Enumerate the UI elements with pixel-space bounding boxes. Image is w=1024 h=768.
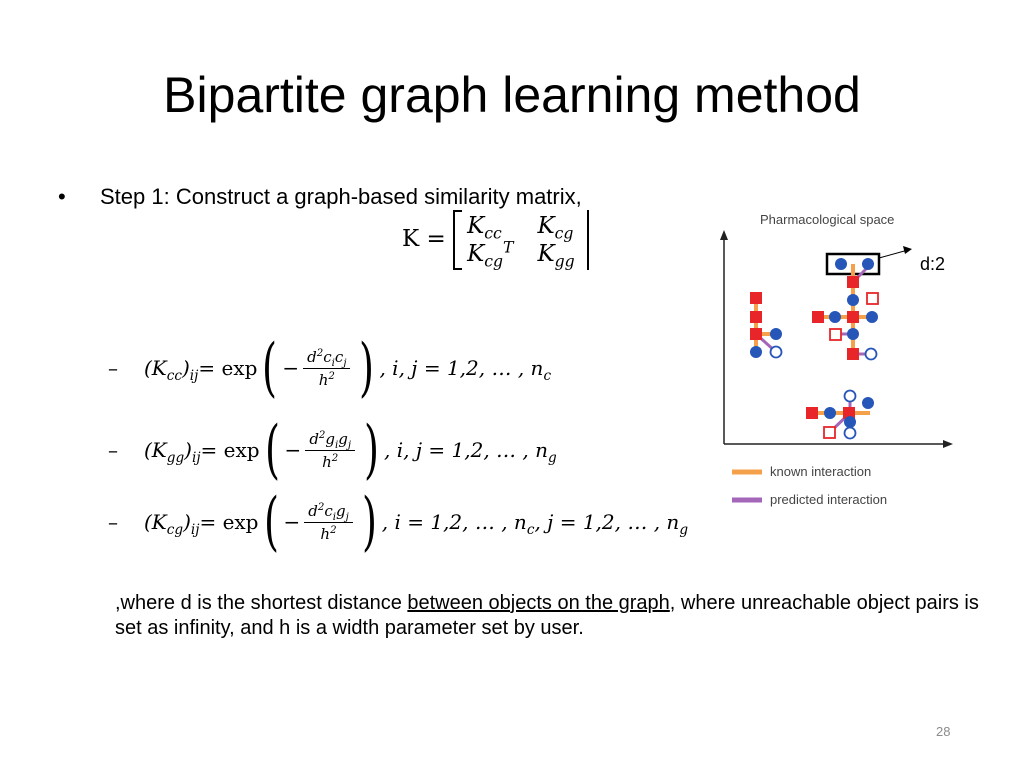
x-axis-arrow [943,440,953,448]
formula-dash: – [108,438,118,462]
paren-close: ) [359,331,375,405]
cluster-bottom [806,391,874,439]
page-number: 28 [936,724,951,739]
formula-range: , i, j = 1,2, … , $n_g$ [384,438,557,466]
legend [732,464,887,507]
matrix-body [455,212,587,271]
formula-lhs: $(K_{gg})_{ij}$ [144,438,201,466]
cluster-left [750,292,782,358]
formula-kcg [108,485,689,559]
formula-range: , i = 1,2, … , $n_c$, j = 1,2, … , $n_g$ [381,510,689,538]
formula-fraction: $\frac{d^2g_ig_j}{h^2}$ [305,430,355,471]
figure-svg [710,200,960,530]
where-note: ,where d is the shortest distance between objects on the graph, where unreachable object pairs is set as infinity, and h is a width parameter set by user. [115,592,979,639]
formula-minus: − [282,356,300,380]
formula-fraction: $\frac{d^2c_ig_j}{h^2}$ [304,502,353,543]
formula-eq: = exp [199,510,259,534]
formula-kgg [108,413,557,487]
formula-dash: – [108,356,118,380]
y-axis-arrow [720,230,728,240]
formula-eq: = exp [198,356,258,380]
d-arrow-line [879,250,908,258]
paren-open: ( [264,413,280,487]
formula-minus: − [284,438,302,462]
d-label: d:2 [920,254,946,274]
d-arrow-head [903,246,912,254]
matrix-kcg-transpose: $K_{cg}^T$ [467,237,514,271]
formula-kcc [108,331,552,405]
matrix-kgg: $K_{gg}$ [537,241,575,271]
matrix-brackets [453,210,589,270]
paren-open: ( [262,331,278,405]
step-1-bullet [58,182,582,212]
matrix-kcc: $K_{cc}$ [467,213,502,243]
step-1-text: Step 1: Construct a graph-based similarity matrix, [100,184,582,209]
paren-close: ) [361,485,377,559]
bullet-dot: • [58,184,66,209]
matrix-kcg: $K_{cg}$ [537,213,574,243]
formula-dash: – [108,510,118,534]
formula-lhs: $(K_{cg})_{ij}$ [144,510,200,538]
slide-title: Bipartite graph learning method [163,67,861,123]
paren-close: ) [364,413,380,487]
formula-range: , i, j = 1,2, … , $n_c$ [379,356,552,384]
figure-title: Pharmacological space [760,212,895,227]
legend-known-label: known interaction [770,464,872,479]
pharmacological-space-figure [710,200,960,530]
matrix-lhs: K = [402,226,446,252]
formula-eq: = exp [200,438,260,462]
similarity-matrix [402,210,589,270]
legend-predicted-label: predicted interaction [770,492,888,507]
formula-lhs: $(K_{cc})_{ij}$ [144,356,199,384]
formula-minus: − [283,510,301,534]
underlined-phrase: between objects on the graph [407,592,670,614]
paren-open: ( [263,485,279,559]
formula-fraction: $\frac{d^2c_ic_j}{h^2}$ [303,348,350,389]
